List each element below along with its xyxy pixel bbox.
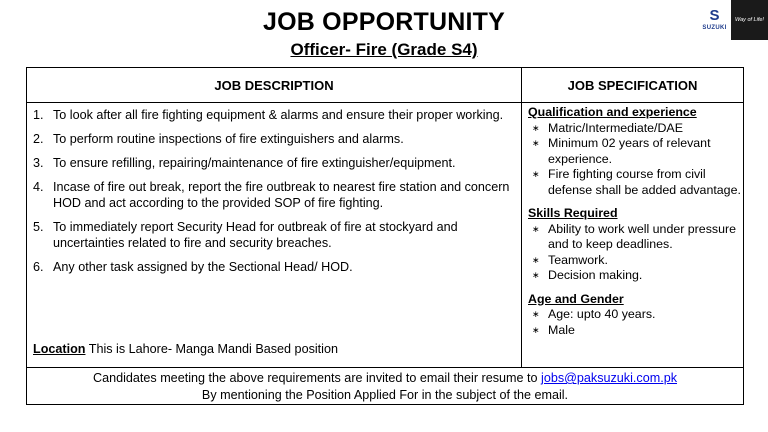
spec-section-age-gender [528, 292, 742, 339]
column-divider [521, 102, 522, 367]
bullet-icon: ∗ [532, 309, 540, 319]
spec-item: ∗ Minimum 02 years of relevant experience. [528, 136, 742, 167]
footer-line-1: Candidates meeting the above requirements are invited to email their resume to jobs@paksuzuki.com.pk [92, 371, 677, 385]
spec-section-title: Qualification and experience [528, 105, 697, 119]
description-item: 4. Incase of fire out break, report the fire outbreak to nearest fire station and concern HOD and act according to the provided SOP of fire fighting. [33, 180, 510, 210]
location-label: Location [33, 342, 86, 356]
job-table [26, 67, 744, 405]
bullet-icon: ∗ [532, 324, 540, 335]
suzuki-logo [698, 0, 768, 40]
page-title: JOB OPPORTUNITY [263, 8, 505, 36]
logo-mark-area [698, 0, 731, 40]
spec-section-title: Skills Required [528, 206, 618, 220]
spec-item: ∗ Fire fighting course from civil defense shall be added advantage. [528, 167, 742, 198]
email-link[interactable]: jobs@paksuzuki.com.pk [541, 371, 677, 385]
job-specification [528, 105, 742, 346]
footer-line-2: By mentioning the Position Applied For in the subject of the email. [201, 388, 569, 402]
description-item: 6. Any other task assigned by the Sectional Head/ HOD. [33, 260, 353, 274]
spec-item: ∗ Teamwork. [528, 253, 742, 269]
spec-item: ∗ Male [528, 323, 742, 339]
description-item: 1. To look after all fire fighting equipment & alarms and ensure their proper working. [33, 108, 504, 122]
bullet-icon: ∗ [532, 169, 540, 179]
bullet-icon: ∗ [532, 138, 540, 148]
suzuki-s-icon: S [709, 7, 720, 24]
job-description-list [33, 107, 515, 283]
logo-brand: SUZUKI [702, 25, 727, 31]
page-subtitle: Officer- Fire (Grade S4) [290, 40, 478, 59]
bullet-icon: ∗ [532, 270, 540, 280]
description-item: 5. To immediately report Security Head for outbreak of fire at stockyard and uncertainties related to fire and security breaches. [33, 220, 458, 250]
bullet-icon: ∗ [532, 254, 540, 265]
description-item: 2. To perform routine inspections of fire extinguishers and alarms. [33, 132, 404, 146]
spec-item: ∗ Matric/Intermediate/DAE [528, 121, 742, 137]
spec-item: ∗ Age: upto 40 years. [528, 307, 742, 323]
job-description-header: JOB DESCRIPTION [27, 68, 522, 102]
location-line [33, 342, 338, 356]
spec-section-title: Age and Gender [528, 291, 624, 306]
table-header-row [27, 68, 743, 103]
logo-tagline: Way of Life! [731, 0, 768, 40]
spec-item: ∗ Decision making. [528, 268, 742, 284]
bullet-icon: ∗ [532, 223, 540, 234]
spec-section-skills [528, 206, 742, 284]
description-item: 3. To ensure refilling, repairing/maintenance of fire extinguisher/equipment. [33, 156, 456, 170]
footer-note [27, 368, 743, 405]
job-specification-header: JOB SPECIFICATION [567, 77, 698, 93]
spec-section-qualification [528, 105, 742, 198]
spec-item: ∗ Ability to work well under pressure and to keep deadlines. [528, 222, 742, 253]
bullet-icon: ∗ [532, 122, 540, 133]
location-text: This is Lahore- Manga Mandi Based position [85, 342, 338, 356]
